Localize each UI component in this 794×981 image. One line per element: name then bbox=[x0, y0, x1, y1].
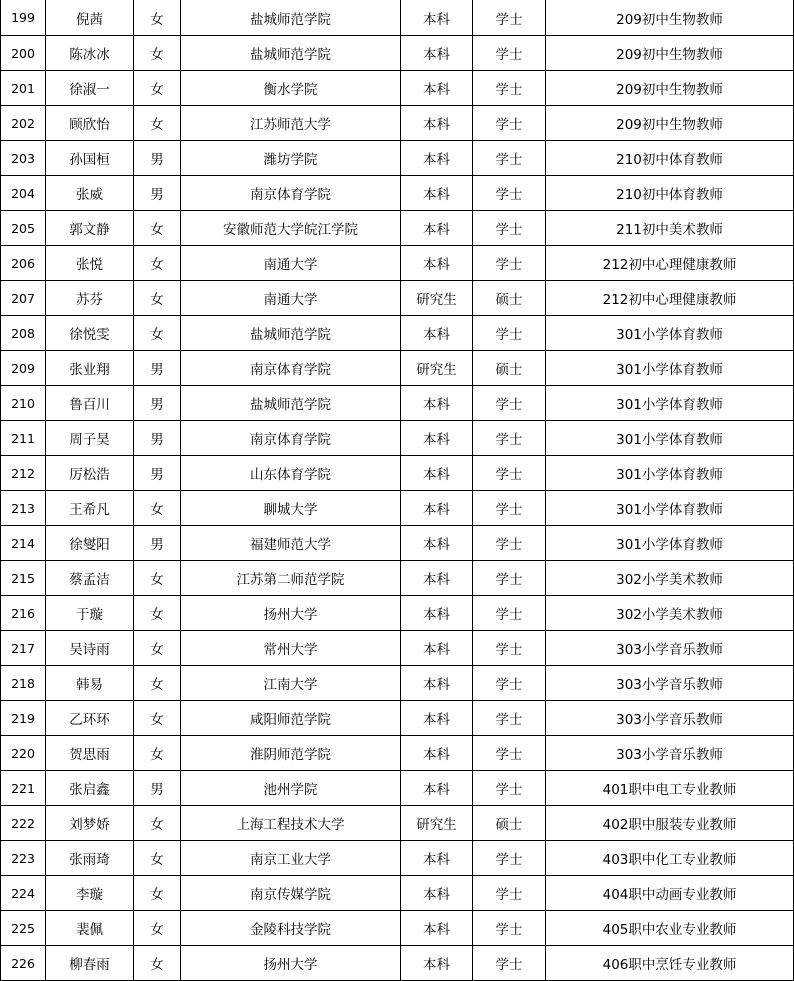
position-cell: 405职中农业专业教师 bbox=[546, 911, 794, 946]
name-cell: 蔡孟洁 bbox=[46, 561, 134, 596]
serial-number-cell: 200 bbox=[1, 36, 46, 71]
school-cell: 南京体育学院 bbox=[181, 351, 401, 386]
table-row bbox=[1, 456, 794, 491]
table-row bbox=[1, 386, 794, 421]
school-cell: 山东体育学院 bbox=[181, 456, 401, 491]
serial-number-cell: 205 bbox=[1, 211, 46, 246]
table-row bbox=[1, 351, 794, 386]
education-level-cell: 本科 bbox=[401, 526, 473, 561]
position-cell: 301小学体育教师 bbox=[546, 456, 794, 491]
position-cell: 301小学体育教师 bbox=[546, 421, 794, 456]
table-row bbox=[1, 176, 794, 211]
degree-cell: 学士 bbox=[473, 701, 546, 736]
name-cell: 于璇 bbox=[46, 596, 134, 631]
education-level-cell: 本科 bbox=[401, 771, 473, 806]
degree-cell: 学士 bbox=[473, 561, 546, 596]
education-level-cell: 本科 bbox=[401, 561, 473, 596]
degree-cell: 学士 bbox=[473, 491, 546, 526]
table-row bbox=[1, 316, 794, 351]
position-cell: 402职中服装专业教师 bbox=[546, 806, 794, 841]
name-cell: 裴佩 bbox=[46, 911, 134, 946]
name-cell: 张业翔 bbox=[46, 351, 134, 386]
name-cell: 徐淑一 bbox=[46, 71, 134, 106]
gender-cell: 男 bbox=[134, 421, 181, 456]
gender-cell: 男 bbox=[134, 351, 181, 386]
education-level-cell: 本科 bbox=[401, 71, 473, 106]
serial-number-cell: 221 bbox=[1, 771, 46, 806]
table-row bbox=[1, 526, 794, 561]
position-cell: 303小学音乐教师 bbox=[546, 736, 794, 771]
school-cell: 南京体育学院 bbox=[181, 176, 401, 211]
name-cell: 郭文静 bbox=[46, 211, 134, 246]
position-cell: 303小学音乐教师 bbox=[546, 666, 794, 701]
gender-cell: 女 bbox=[134, 106, 181, 141]
degree-cell: 学士 bbox=[473, 0, 546, 36]
school-cell: 南通大学 bbox=[181, 246, 401, 281]
name-cell: 乙环环 bbox=[46, 701, 134, 736]
position-cell: 302小学美术教师 bbox=[546, 596, 794, 631]
education-level-cell: 本科 bbox=[401, 666, 473, 701]
education-level-cell: 本科 bbox=[401, 631, 473, 666]
name-cell: 倪茜 bbox=[46, 0, 134, 36]
serial-number-cell: 208 bbox=[1, 316, 46, 351]
gender-cell: 女 bbox=[134, 36, 181, 71]
school-cell: 常州大学 bbox=[181, 631, 401, 666]
name-cell: 刘梦娇 bbox=[46, 806, 134, 841]
position-cell: 404职中动画专业教师 bbox=[546, 876, 794, 911]
education-level-cell: 本科 bbox=[401, 176, 473, 211]
position-cell: 303小学音乐教师 bbox=[546, 631, 794, 666]
degree-cell: 学士 bbox=[473, 456, 546, 491]
position-cell: 301小学体育教师 bbox=[546, 351, 794, 386]
education-level-cell: 本科 bbox=[401, 456, 473, 491]
serial-number-cell: 199 bbox=[1, 0, 46, 36]
table-row bbox=[1, 596, 794, 631]
gender-cell: 女 bbox=[134, 806, 181, 841]
position-cell: 210初中体育教师 bbox=[546, 176, 794, 211]
education-level-cell: 本科 bbox=[401, 386, 473, 421]
table-row bbox=[1, 246, 794, 281]
table-row bbox=[1, 666, 794, 701]
school-cell: 扬州大学 bbox=[181, 946, 401, 981]
school-cell: 盐城师范学院 bbox=[181, 36, 401, 71]
school-cell: 南京工业大学 bbox=[181, 841, 401, 876]
serial-number-cell: 225 bbox=[1, 911, 46, 946]
degree-cell: 学士 bbox=[473, 106, 546, 141]
name-cell: 张悦 bbox=[46, 246, 134, 281]
school-cell: 江苏第二师范学院 bbox=[181, 561, 401, 596]
degree-cell: 学士 bbox=[473, 211, 546, 246]
gender-cell: 女 bbox=[134, 701, 181, 736]
degree-cell: 学士 bbox=[473, 736, 546, 771]
table-row bbox=[1, 736, 794, 771]
degree-cell: 硕士 bbox=[473, 806, 546, 841]
gender-cell: 女 bbox=[134, 316, 181, 351]
name-cell: 徐燮阳 bbox=[46, 526, 134, 561]
gender-cell: 男 bbox=[134, 771, 181, 806]
education-level-cell: 本科 bbox=[401, 911, 473, 946]
gender-cell: 女 bbox=[134, 946, 181, 981]
gender-cell: 女 bbox=[134, 876, 181, 911]
education-level-cell: 本科 bbox=[401, 421, 473, 456]
education-level-cell: 本科 bbox=[401, 246, 473, 281]
education-level-cell: 本科 bbox=[401, 596, 473, 631]
table-row bbox=[1, 141, 794, 176]
table-row bbox=[1, 841, 794, 876]
serial-number-cell: 212 bbox=[1, 456, 46, 491]
name-cell: 陈冰冰 bbox=[46, 36, 134, 71]
position-cell: 303小学音乐教师 bbox=[546, 701, 794, 736]
serial-number-cell: 211 bbox=[1, 421, 46, 456]
school-cell: 江苏师范大学 bbox=[181, 106, 401, 141]
serial-number-cell: 220 bbox=[1, 736, 46, 771]
serial-number-cell: 223 bbox=[1, 841, 46, 876]
serial-number-cell: 222 bbox=[1, 806, 46, 841]
school-cell: 南通大学 bbox=[181, 281, 401, 316]
serial-number-cell: 224 bbox=[1, 876, 46, 911]
degree-cell: 学士 bbox=[473, 526, 546, 561]
serial-number-cell: 203 bbox=[1, 141, 46, 176]
degree-cell: 学士 bbox=[473, 666, 546, 701]
serial-number-cell: 206 bbox=[1, 246, 46, 281]
table-row bbox=[1, 701, 794, 736]
table-row bbox=[1, 281, 794, 316]
table-row bbox=[1, 876, 794, 911]
gender-cell: 男 bbox=[134, 386, 181, 421]
gender-cell: 男 bbox=[134, 526, 181, 561]
name-cell: 张雨琦 bbox=[46, 841, 134, 876]
gender-cell: 女 bbox=[134, 911, 181, 946]
position-cell: 301小学体育教师 bbox=[546, 526, 794, 561]
degree-cell: 学士 bbox=[473, 421, 546, 456]
education-level-cell: 本科 bbox=[401, 876, 473, 911]
degree-cell: 学士 bbox=[473, 911, 546, 946]
table-row bbox=[1, 71, 794, 106]
name-cell: 周子昊 bbox=[46, 421, 134, 456]
position-cell: 210初中体育教师 bbox=[546, 141, 794, 176]
school-cell: 金陵科技学院 bbox=[181, 911, 401, 946]
school-cell: 淮阴师范学院 bbox=[181, 736, 401, 771]
serial-number-cell: 202 bbox=[1, 106, 46, 141]
table-row bbox=[1, 911, 794, 946]
serial-number-cell: 217 bbox=[1, 631, 46, 666]
serial-number-cell: 216 bbox=[1, 596, 46, 631]
position-cell: 209初中生物教师 bbox=[546, 36, 794, 71]
table-row bbox=[1, 421, 794, 456]
position-cell: 209初中生物教师 bbox=[546, 106, 794, 141]
school-cell: 扬州大学 bbox=[181, 596, 401, 631]
school-cell: 安徽师范大学皖江学院 bbox=[181, 211, 401, 246]
name-cell: 苏芬 bbox=[46, 281, 134, 316]
degree-cell: 硕士 bbox=[473, 281, 546, 316]
table-row bbox=[1, 491, 794, 526]
school-cell: 聊城大学 bbox=[181, 491, 401, 526]
position-cell: 301小学体育教师 bbox=[546, 491, 794, 526]
education-level-cell: 本科 bbox=[401, 316, 473, 351]
school-cell: 潍坊学院 bbox=[181, 141, 401, 176]
serial-number-cell: 210 bbox=[1, 386, 46, 421]
degree-cell: 学士 bbox=[473, 771, 546, 806]
name-cell: 顾欣怡 bbox=[46, 106, 134, 141]
degree-cell: 学士 bbox=[473, 946, 546, 981]
degree-cell: 学士 bbox=[473, 386, 546, 421]
school-cell: 南京传媒学院 bbox=[181, 876, 401, 911]
serial-number-cell: 226 bbox=[1, 946, 46, 981]
name-cell: 张威 bbox=[46, 176, 134, 211]
school-cell: 南京体育学院 bbox=[181, 421, 401, 456]
serial-number-cell: 204 bbox=[1, 176, 46, 211]
table-row bbox=[1, 106, 794, 141]
table-row bbox=[1, 211, 794, 246]
table-row bbox=[1, 806, 794, 841]
gender-cell: 女 bbox=[134, 281, 181, 316]
gender-cell: 女 bbox=[134, 666, 181, 701]
position-cell: 301小学体育教师 bbox=[546, 316, 794, 351]
gender-cell: 女 bbox=[134, 841, 181, 876]
gender-cell: 男 bbox=[134, 141, 181, 176]
degree-cell: 学士 bbox=[473, 841, 546, 876]
gender-cell: 女 bbox=[134, 631, 181, 666]
school-cell: 福建师范大学 bbox=[181, 526, 401, 561]
name-cell: 王希凡 bbox=[46, 491, 134, 526]
position-cell: 403职中化工专业教师 bbox=[546, 841, 794, 876]
position-cell: 406职中烹饪专业教师 bbox=[546, 946, 794, 981]
serial-number-cell: 215 bbox=[1, 561, 46, 596]
gender-cell: 男 bbox=[134, 176, 181, 211]
school-cell: 盐城师范学院 bbox=[181, 386, 401, 421]
education-level-cell: 本科 bbox=[401, 141, 473, 176]
gender-cell: 女 bbox=[134, 736, 181, 771]
serial-number-cell: 209 bbox=[1, 351, 46, 386]
position-cell: 212初中心理健康教师 bbox=[546, 281, 794, 316]
gender-cell: 女 bbox=[134, 491, 181, 526]
serial-number-cell: 201 bbox=[1, 71, 46, 106]
education-level-cell: 研究生 bbox=[401, 281, 473, 316]
education-level-cell: 本科 bbox=[401, 491, 473, 526]
education-level-cell: 本科 bbox=[401, 211, 473, 246]
education-level-cell: 本科 bbox=[401, 946, 473, 981]
degree-cell: 学士 bbox=[473, 36, 546, 71]
school-cell: 咸阳师范学院 bbox=[181, 701, 401, 736]
education-level-cell: 研究生 bbox=[401, 351, 473, 386]
gender-cell: 女 bbox=[134, 0, 181, 36]
education-level-cell: 本科 bbox=[401, 0, 473, 36]
serial-number-cell: 218 bbox=[1, 666, 46, 701]
position-cell: 212初中心理健康教师 bbox=[546, 246, 794, 281]
name-cell: 柳春雨 bbox=[46, 946, 134, 981]
degree-cell: 学士 bbox=[473, 631, 546, 666]
name-cell: 吴诗雨 bbox=[46, 631, 134, 666]
school-cell: 上海工程技术大学 bbox=[181, 806, 401, 841]
serial-number-cell: 214 bbox=[1, 526, 46, 561]
name-cell: 李璇 bbox=[46, 876, 134, 911]
school-cell: 盐城师范学院 bbox=[181, 0, 401, 36]
gender-cell: 女 bbox=[134, 246, 181, 281]
table-row bbox=[1, 631, 794, 666]
serial-number-cell: 207 bbox=[1, 281, 46, 316]
position-cell: 209初中生物教师 bbox=[546, 71, 794, 106]
name-cell: 徐悦雯 bbox=[46, 316, 134, 351]
position-cell: 211初中美术教师 bbox=[546, 211, 794, 246]
education-level-cell: 本科 bbox=[401, 106, 473, 141]
name-cell: 鲁百川 bbox=[46, 386, 134, 421]
gender-cell: 女 bbox=[134, 561, 181, 596]
gender-cell: 女 bbox=[134, 71, 181, 106]
name-cell: 张启鑫 bbox=[46, 771, 134, 806]
degree-cell: 学士 bbox=[473, 71, 546, 106]
position-cell: 401职中电工专业教师 bbox=[546, 771, 794, 806]
position-cell: 302小学美术教师 bbox=[546, 561, 794, 596]
degree-cell: 学士 bbox=[473, 316, 546, 351]
serial-number-cell: 213 bbox=[1, 491, 46, 526]
degree-cell: 学士 bbox=[473, 596, 546, 631]
table-row bbox=[1, 771, 794, 806]
degree-cell: 学士 bbox=[473, 141, 546, 176]
education-level-cell: 本科 bbox=[401, 841, 473, 876]
school-cell: 盐城师范学院 bbox=[181, 316, 401, 351]
school-cell: 池州学院 bbox=[181, 771, 401, 806]
table-row bbox=[1, 946, 794, 981]
degree-cell: 学士 bbox=[473, 176, 546, 211]
name-cell: 厉松浩 bbox=[46, 456, 134, 491]
education-level-cell: 本科 bbox=[401, 736, 473, 771]
education-level-cell: 研究生 bbox=[401, 806, 473, 841]
table-row bbox=[1, 0, 794, 36]
table-row bbox=[1, 561, 794, 596]
school-cell: 衡水学院 bbox=[181, 71, 401, 106]
education-level-cell: 本科 bbox=[401, 701, 473, 736]
education-level-cell: 本科 bbox=[401, 36, 473, 71]
table-row bbox=[1, 36, 794, 71]
name-cell: 韩易 bbox=[46, 666, 134, 701]
gender-cell: 女 bbox=[134, 211, 181, 246]
degree-cell: 学士 bbox=[473, 876, 546, 911]
gender-cell: 男 bbox=[134, 456, 181, 491]
gender-cell: 女 bbox=[134, 596, 181, 631]
name-cell: 孙国桓 bbox=[46, 141, 134, 176]
position-cell: 301小学体育教师 bbox=[546, 386, 794, 421]
position-cell: 209初中生物教师 bbox=[546, 0, 794, 36]
serial-number-cell: 219 bbox=[1, 701, 46, 736]
degree-cell: 学士 bbox=[473, 246, 546, 281]
table-body bbox=[1, 0, 794, 981]
school-cell: 江南大学 bbox=[181, 666, 401, 701]
degree-cell: 硕士 bbox=[473, 351, 546, 386]
name-cell: 贺思雨 bbox=[46, 736, 134, 771]
